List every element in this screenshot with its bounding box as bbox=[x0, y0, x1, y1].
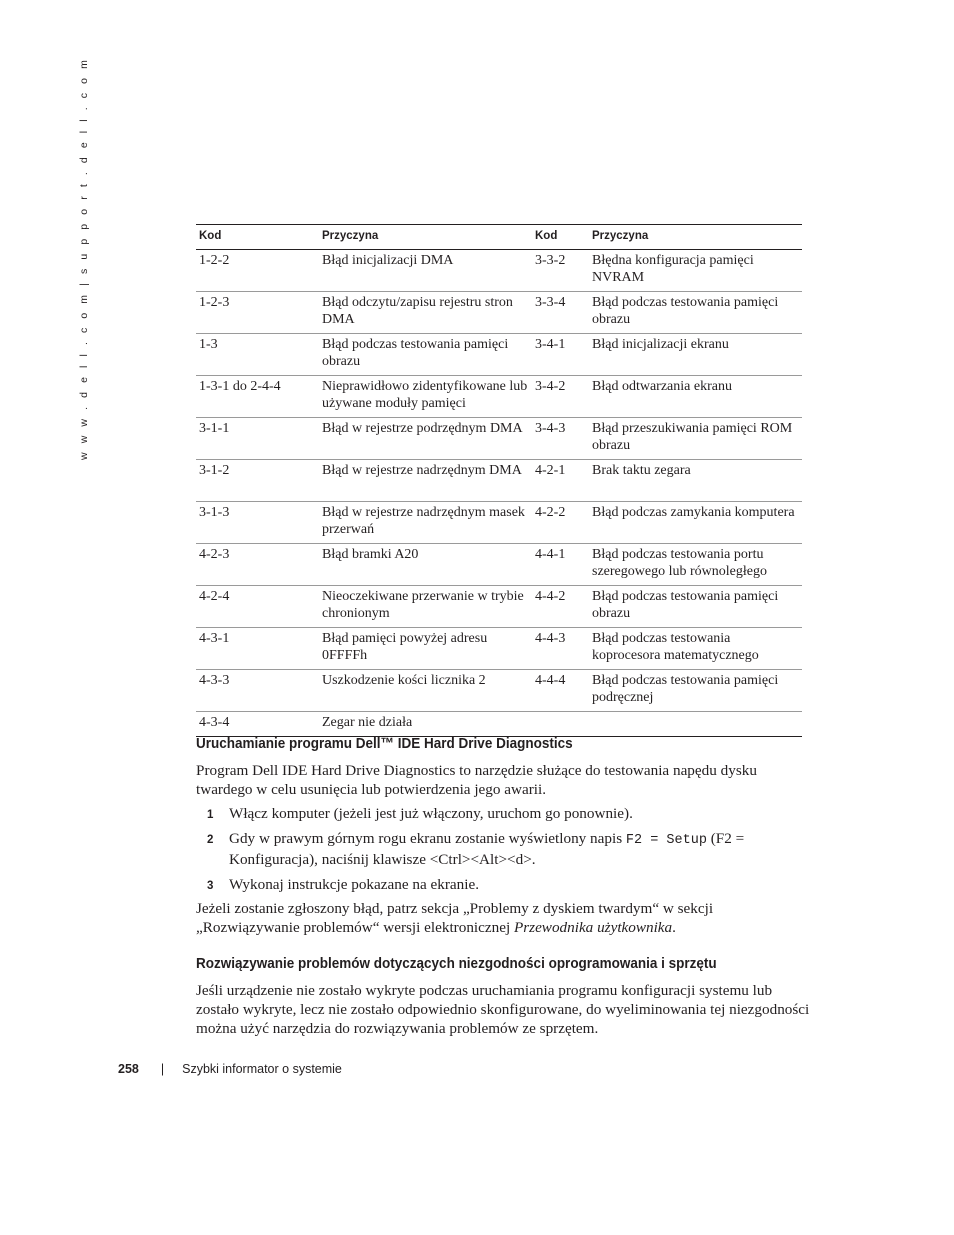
code-cell: 1-2-3 bbox=[199, 295, 230, 310]
cause-cell: Błąd podczas testowania pamięci podręcznej bbox=[592, 673, 779, 705]
table-row bbox=[196, 376, 802, 418]
cause-cell: Nieprawidłowo zidentyfikowane lub używane moduły pamięci bbox=[322, 379, 528, 411]
steps-list bbox=[196, 804, 796, 900]
header-code: Kod bbox=[199, 230, 222, 242]
page-footer bbox=[118, 1062, 342, 1076]
code-cell: 4-4-3 bbox=[535, 631, 566, 646]
cause-cell: Błąd w rejestrze podrzędnym DMA bbox=[322, 421, 523, 436]
cause-cell: Zegar nie działa bbox=[322, 715, 413, 730]
cause-cell: Nieoczekiwane przerwanie w trybie chronionym bbox=[322, 589, 524, 621]
cause-cell: Błąd podczas zamykania komputera bbox=[592, 505, 795, 520]
header-cause: Przyczyna bbox=[322, 230, 379, 242]
code-cell: 1-3-1 do 2-4-4 bbox=[199, 379, 281, 394]
manual-title: Przewodnika użytkownika bbox=[513, 919, 673, 936]
step-number: 2 bbox=[207, 834, 214, 846]
cause-cell: Błąd inicjalizacji ekranu bbox=[592, 337, 729, 352]
code-cell: 4-4-4 bbox=[535, 673, 566, 688]
code-cell: 4-3-3 bbox=[199, 673, 230, 688]
code-cell: 3-4-2 bbox=[535, 379, 566, 394]
list-item bbox=[196, 875, 796, 894]
cause-cell: Błąd podczas testowania pamięci obrazu bbox=[592, 295, 779, 327]
code-cell: 4-4-1 bbox=[535, 547, 566, 562]
cause-cell: Błąd podczas testowania koprocesora matematycznego bbox=[592, 631, 759, 663]
cause-cell: Brak taktu zegara bbox=[592, 463, 691, 478]
section-heading-compatibility: Rozwiązywanie problemów dotyczących niezgodności oprogramowania i sprzętu bbox=[196, 955, 717, 972]
note-paragraph bbox=[196, 899, 756, 937]
body-paragraph: Jeśli urządzenie nie zostało wykryte podczas uruchamiania programu konfiguracji systemu lub zostało wykryte, lecz nie zostało odpowiednio skonfigurowane, do wyeliminowania tej niezgodności można użyć narzędzia do rozwiązywania problemów ze sprzętem. bbox=[196, 982, 810, 1037]
cause-cell: Błąd podczas testowania pamięci obrazu bbox=[592, 589, 779, 621]
note-text: Jeżeli zostanie zgłoszony błąd, patrz sekcja „Problemy z dyskiem twardym“ w sekcji „Rozwiązywanie problemów“ wersji elektronicznej bbox=[196, 900, 714, 936]
code-cell: 1-3 bbox=[199, 337, 218, 352]
step-code: F2 = Setup bbox=[625, 833, 707, 848]
step-text: Wykonaj instrukcje pokazane na ekranie. bbox=[229, 876, 479, 893]
page-number: 258 bbox=[118, 1062, 139, 1076]
table-row bbox=[196, 292, 802, 334]
table-row bbox=[196, 586, 802, 628]
code-cell: 3-3-4 bbox=[535, 295, 566, 310]
cause-cell bbox=[589, 712, 802, 737]
cause-cell: Błąd inicjalizacji DMA bbox=[322, 253, 454, 268]
cause-cell: Błąd bramki A20 bbox=[322, 547, 419, 562]
table-row bbox=[196, 418, 802, 460]
cause-cell: Błędna konfiguracja pamięci NVRAM bbox=[592, 253, 754, 285]
step-text: Gdy w prawym górnym rogu ekranu zostanie wyświetlony napis bbox=[229, 830, 626, 847]
table-body bbox=[196, 250, 802, 737]
step-text: Włącz komputer (jeżeli jest już włączony, uruchom go ponownie). bbox=[229, 805, 633, 822]
cause-cell: Błąd odtwarzania ekranu bbox=[592, 379, 732, 394]
code-cell: 4-3-4 bbox=[199, 715, 230, 730]
footer-separator: | bbox=[160, 1062, 165, 1076]
code-cell: 3-3-2 bbox=[535, 253, 566, 268]
cause-cell: Błąd odczytu/zapisu rejestru stron DMA bbox=[322, 295, 513, 327]
table-row bbox=[196, 712, 802, 737]
step-number: 3 bbox=[207, 880, 214, 892]
code-cell: 3-4-3 bbox=[535, 421, 566, 436]
intro-paragraph: Program Dell IDE Hard Drive Diagnostics to narzędzie służące do testowania napędu dysku twardego w celu usunięcia lub potwierdzenia jego awarii. bbox=[196, 762, 757, 798]
code-cell: 4-2-3 bbox=[199, 547, 230, 562]
header-code: Kod bbox=[535, 230, 558, 242]
code-cell: 3-1-1 bbox=[199, 421, 230, 436]
table-row bbox=[196, 334, 802, 376]
table-row bbox=[196, 544, 802, 586]
beep-code-table bbox=[196, 224, 802, 737]
code-cell: 4-2-1 bbox=[535, 463, 566, 478]
code-cell bbox=[532, 712, 589, 737]
cause-cell: Uszkodzenie kości licznika 2 bbox=[322, 673, 486, 688]
note-text-end: . bbox=[672, 919, 676, 936]
cause-cell: Błąd przeszukiwania pamięci ROM obrazu bbox=[592, 421, 793, 453]
code-cell: 4-2-4 bbox=[199, 589, 230, 604]
cause-cell: Błąd w rejestrze nadrzędnym masek przerwań bbox=[322, 505, 525, 537]
code-cell: 4-2-2 bbox=[535, 505, 566, 520]
table-row bbox=[196, 460, 802, 502]
code-cell: 3-1-3 bbox=[199, 505, 230, 520]
code-cell: 3-1-2 bbox=[199, 463, 230, 478]
footer-title: Szybki informator o systemie bbox=[182, 1062, 342, 1076]
code-cell: 4-4-2 bbox=[535, 589, 566, 604]
cause-cell: Błąd podczas testowania portu szeregowego lub równoległego bbox=[592, 547, 767, 579]
code-cell: 4-3-1 bbox=[199, 631, 230, 646]
list-item bbox=[196, 804, 796, 823]
table-row bbox=[196, 250, 802, 292]
header-cause: Przyczyna bbox=[592, 230, 649, 242]
table-row bbox=[196, 670, 802, 712]
cause-cell: Błąd pamięci powyżej adresu 0FFFFh bbox=[322, 631, 488, 663]
table-row bbox=[196, 502, 802, 544]
table-header-row bbox=[196, 225, 802, 250]
cause-cell: Błąd podczas testowania pamięci obrazu bbox=[322, 337, 509, 369]
table-row bbox=[196, 628, 802, 670]
code-cell: 3-4-1 bbox=[535, 337, 566, 352]
side-url: w w w . d e l l . c o m | s u p p o r t . d e l l . c o m bbox=[78, 57, 90, 460]
cause-cell: Błąd w rejestrze nadrzędnym DMA bbox=[322, 463, 522, 478]
step-number: 1 bbox=[207, 809, 214, 821]
list-item bbox=[196, 829, 796, 869]
step-text: (F2 = Konfiguracja), naciśnij klawisze <Ctrl><Alt><d>. bbox=[229, 830, 745, 868]
section-heading-diagnostics: Uruchamianie programu Dell™ IDE Hard Drive Diagnostics bbox=[196, 735, 573, 752]
code-cell: 1-2-2 bbox=[199, 253, 230, 268]
